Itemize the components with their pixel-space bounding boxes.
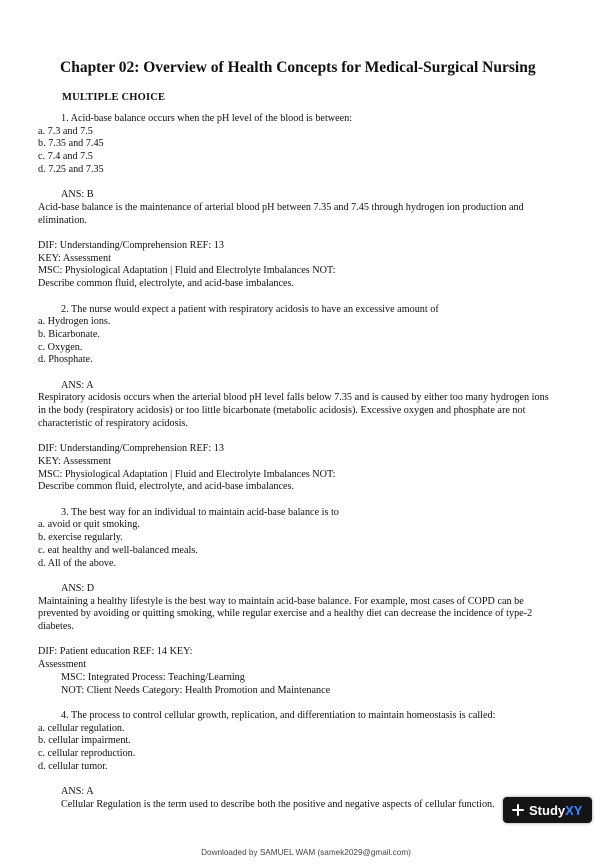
q2-meta-dif: DIF: Understanding/Comprehension REF: 13	[38, 443, 224, 455]
studyxy-badge[interactable]	[503, 797, 592, 823]
q4-option-c: c. cellular reproduction.	[38, 748, 136, 760]
q1-meta-msc: MSC: Physiological Adaptation | Fluid and Electrolyte Imbalances NOT:	[38, 265, 336, 277]
q4-answer: ANS: A	[61, 786, 94, 798]
q2-meta-not: Describe common fluid, electrolyte, and acid-base imbalances.	[38, 481, 295, 493]
plus-icon	[512, 804, 524, 816]
q3-option-d: d. All of the above.	[38, 557, 117, 569]
badge-label-accent: XY	[565, 802, 583, 818]
section-heading: MULTIPLE CHOICE	[62, 92, 166, 103]
q1-option-d: d. 7.25 and 7.35	[38, 163, 104, 175]
q2-meta-msc: MSC: Physiological Adaptation | Fluid and Electrolyte Imbalances NOT:	[38, 468, 336, 480]
question-3: 3. The best way for an individual to maintain acid-base balance is to	[61, 506, 339, 518]
chapter-title: Chapter 02: Overview of Health Concepts for Medical-Surgical Nursing	[60, 59, 536, 76]
q3-answer: ANS: D	[61, 582, 95, 594]
q2-answer: ANS: A	[61, 379, 94, 391]
badge-label: StudyXY	[529, 802, 583, 818]
q2-meta-key: KEY: Assessment	[38, 455, 111, 467]
q1-meta-not: Describe common fluid, electrolyte, and acid-base imbalances.	[38, 278, 295, 290]
q4-option-d: d. cellular tumor.	[38, 760, 108, 772]
q3-rationale: Maintaining a healthy lifestyle is the best way to maintain acid-base balance. For example, most cases of COPD can be prevented by avoiding or quitting smoking, while regular exercise and a healthy diet can decrease the incidence of type-2 diabetes.	[38, 595, 533, 633]
question-1: 1. Acid-base balance occurs when the pH level of the blood is between:	[61, 113, 353, 124]
download-footer: Downloaded by SAMUEL WAM (samek2029@gmail.com)	[201, 848, 411, 857]
q2-option-c: c. Oxygen.	[38, 341, 83, 353]
q3-option-c: c. eat healthy and well-balanced meals.	[38, 544, 198, 556]
q4-rationale: Cellular Regulation is the term used to describe both the positive and negative aspects of cellular function.	[61, 798, 495, 810]
q3-option-b: b. exercise regularly.	[38, 532, 123, 544]
q1-option-b: b. 7.35 and 7.45	[38, 138, 104, 150]
q3-meta-msc: MSC: Integrated Process: Teaching/Learning	[61, 671, 245, 683]
q4-option-a: a. cellular regulation.	[38, 722, 125, 734]
q2-rationale: Respiratory acidosis occurs when the arterial blood pH level falls below 7.35 and is caused by either too many hydrogen ions in the body (respiratory acidosis) or too little bicarbonate (metabolic acidosis). Excessive oxygen and phosphate are not characteristic of respiratory acidosis.	[38, 392, 549, 429]
q3-meta-key: Assessment	[38, 659, 87, 671]
question-4: 4. The process to control cellular growth, replication, and differentiation to maintain homeostasis is called:	[61, 709, 496, 721]
q2-option-b: b. Bicarbonate.	[38, 328, 100, 340]
question-2: 2. The nurse would expect a patient with respiratory acidosis to have an excessive amount of	[61, 303, 439, 315]
q1-option-c: c. 7.4 and 7.5	[38, 151, 93, 163]
q1-answer: ANS: B	[61, 189, 94, 201]
q4-option-b: b. cellular impairment.	[38, 735, 131, 747]
q1-rationale: Acid-base balance is the maintenance of arterial blood pH between 7.35 and 7.45 through hydrogen ion production and elimination.	[38, 201, 524, 226]
q2-option-d: d. Phosphate.	[38, 354, 93, 366]
q1-meta-key: KEY: Assessment	[38, 252, 111, 264]
q1-option-a: a. 7.3 and 7.5	[38, 125, 93, 137]
document-body	[38, 113, 558, 812]
q3-option-a: a. avoid or quit smoking.	[38, 519, 140, 531]
q2-option-a: a. Hydrogen ions.	[38, 316, 111, 328]
q3-meta-not: NOT: Client Needs Category: Health Promotion and Maintenance	[61, 684, 331, 696]
q3-meta-dif: DIF: Patient education REF: 14 KEY:	[38, 646, 193, 658]
q1-meta-dif: DIF: Understanding/Comprehension REF: 13	[38, 240, 224, 251]
